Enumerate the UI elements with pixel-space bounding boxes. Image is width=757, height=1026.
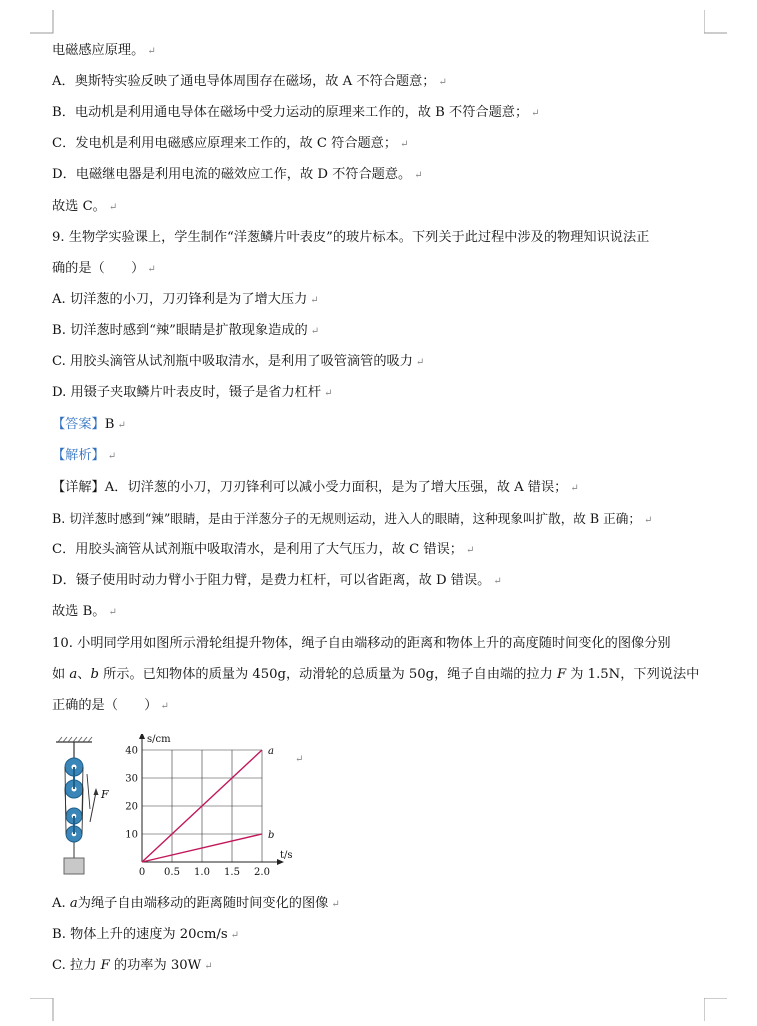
x-axis-label: t/s [280, 850, 293, 861]
detail-line: 【详解】A．切洋葱的小刀，刀刃锋利可以减小受力面积，是为了增大压强，故 A 错误； ↵ [52, 480, 579, 495]
x-tick-label: 0.5 [164, 867, 180, 878]
text-line: D．电磁继电器是利用电流的磁效应工作，故 D 不符合题意。 ↵ [52, 167, 423, 182]
option-b-10: B. 物体上升的速度为 20cm/s ↵ [52, 927, 240, 942]
text-line: 故选 C。 ↵ [52, 199, 118, 214]
text-line: 故选 B。 ↵ [52, 604, 117, 619]
force-label: F [101, 788, 109, 801]
y-axis-label: s/cm [147, 734, 171, 745]
x-tick-label: 0 [138, 867, 146, 878]
option-b: B. 切洋葱时感到“辣”眼睛是扩散现象造成的 ↵ [52, 323, 320, 338]
corner-mark-bottom-left [30, 998, 54, 1022]
option-c: C. 用胶头滴管从试剂瓶中吸取清水，是利用了吸管滴管的吸力 ↵ [52, 354, 425, 369]
text-line: 电磁感应原理。 ↵ [52, 43, 156, 58]
text-line: C．用胶头滴管从试剂瓶中吸取清水，是利用了大气压力，故 C 错误； ↵ [52, 542, 475, 557]
answer-tag: 【答案】 [52, 417, 105, 432]
text-line: A．奥斯特实验反映了通电导体周围存在磁场，故 A 不符合题意； ↵ [52, 74, 447, 89]
option-a: A. 切洋葱的小刀，刀刃锋利是为了增大压力 ↵ [52, 292, 319, 307]
y-tick-label: 40 [125, 745, 138, 757]
detail-tag: 【详解】 [52, 480, 105, 495]
y-tick-label: 30 [125, 773, 138, 785]
option-d: D. 用镊子夹取鳞片叶表皮时，镊子是省力杠杆 ↵ [52, 385, 333, 400]
question-9-stem: 9. 生物学实验课上，学生制作“洋葱鳞片叶表皮”的玻片标本。下列关于此过程中涉及的物理知识说法正 [52, 230, 650, 245]
answer-line: 【答案】B ↵ [52, 417, 126, 432]
y-tick-label: 20 [125, 801, 138, 813]
s-t-chart [125, 734, 292, 878]
option-c-10: C. 拉力 F 的功率为 30W ↵ [52, 958, 213, 973]
text-line: D．镊子使用时动力臂小于阻力臂，是费力杠杆，可以省距离，故 D 错误。 ↵ [52, 573, 502, 588]
corner-mark-bottom-right [704, 998, 728, 1022]
question-10-stem-2: 如 a、b 所示。已知物体的质量为 450g，动滑轮的总质量为 50g，绳子自由端的拉力 F 为 1.5N，下列说法中 [52, 667, 700, 682]
question-10-stem: 10. 小明同学用如图所示滑轮组提升物体，绳子自由端移动的距离和物体上升的高度随时间变化的图像分别 [52, 636, 671, 651]
series-label-b: b [268, 830, 275, 841]
pulley-system-diagram [56, 737, 109, 874]
text-line: B. 切洋葱时感到“辣”眼睛，是由于洋葱分子的无规则运动，进入人的眼睛，这种现象叫扩散，故 B 正确； ↵ [52, 511, 653, 526]
y-tick-label: 10 [125, 829, 138, 841]
question-9-stem-end: 确的是（ ） ↵ [52, 261, 156, 276]
answer-value: B [104, 417, 115, 432]
para-mark: ↵ [295, 754, 304, 765]
question-10-stem-end: 正确的是（ ） ↵ [52, 698, 169, 713]
corner-mark-top-right [704, 10, 728, 34]
weight-block [64, 858, 84, 874]
y-axis-arrow [139, 734, 145, 739]
analysis-tag: 【解析】 [52, 448, 105, 463]
x-tick-label: 1.5 [224, 867, 240, 878]
x-tick-label: 2.0 [254, 867, 270, 878]
analysis-line: 【解析】 ↵ [52, 448, 117, 463]
text-line: B．电动机是利用通电导体在磁场中受力运动的原理来工作的，故 B 不符合题意； ↵ [52, 105, 540, 120]
series-label-a: a [268, 746, 274, 757]
x-tick-label: 1.0 [194, 867, 210, 878]
text-line: C．发电机是利用电磁感应原理来工作的，故 C 符合题意； ↵ [52, 136, 409, 151]
option-a-10: A. a为绳子自由端移动的距离随时间变化的图像 ↵ [52, 896, 340, 911]
question-10-figure [52, 734, 312, 884]
corner-mark-top-left [30, 10, 54, 34]
